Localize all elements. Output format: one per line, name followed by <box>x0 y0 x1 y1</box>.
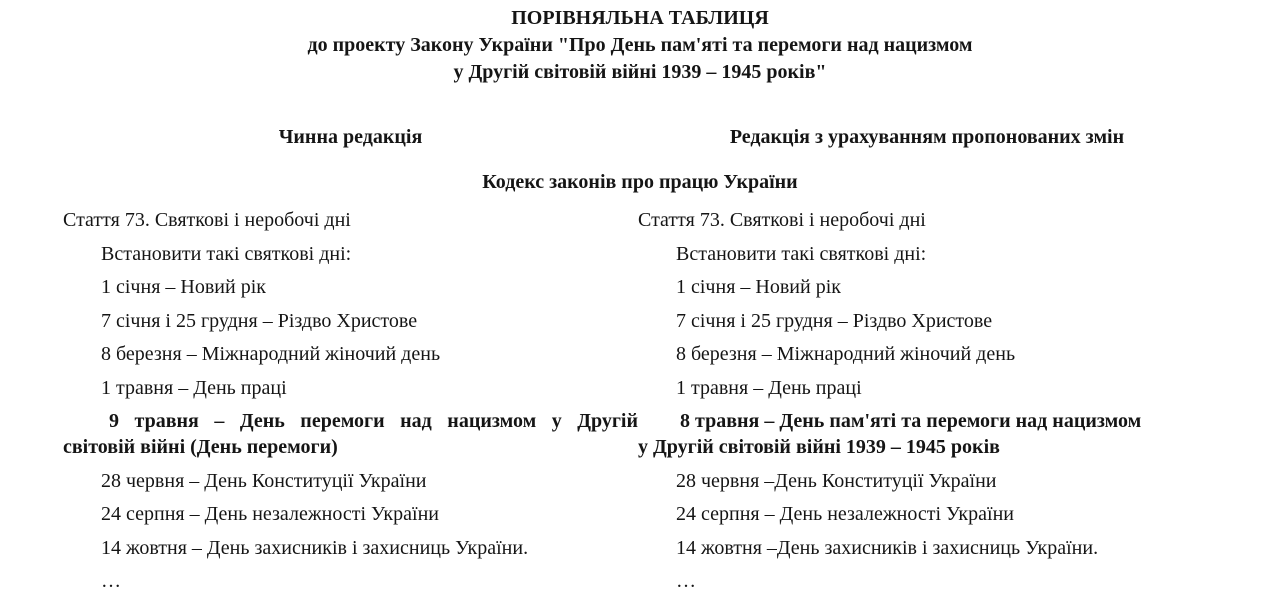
labor-code-heading: Кодекс законів про працю України <box>482 171 798 193</box>
holiday-item: 1 січня – Новий рік <box>676 276 841 298</box>
holiday-item: 1 травня – День праці <box>101 376 287 399</box>
holiday-item: 8 березня – Міжнародний жіночий день <box>676 343 1016 365</box>
ellipsis-line: … <box>676 570 696 592</box>
holiday-item: 14 жовтня –День захисників і захисниць України. <box>676 536 1099 559</box>
intro-line: Встановити такі святкові дні: <box>676 242 927 265</box>
article-heading: Стаття 73. Святкові і неробочі дні <box>638 209 926 231</box>
holiday-item: 24 серпня – День незалежності України <box>676 503 1014 525</box>
column-header-current-version: Чинна редакція <box>278 126 423 148</box>
amended-holiday-line2: у Другій світовій війні 1939 – 1945 років <box>638 436 1000 458</box>
document-title <box>0 5 1280 86</box>
article-heading: Стаття 73. Святкові і неробочі дні <box>63 209 351 231</box>
document-title-line3: у Другій світовій війні 1939 – 1945 років" <box>453 61 827 83</box>
holiday-item: 28 червня – День Конституції України <box>101 469 427 492</box>
document-title-line1: ПОРІВНЯЛЬНА ТАБЛИЦЯ <box>511 7 769 29</box>
holiday-item: 8 березня – Міжнародний жіночий день <box>101 343 441 365</box>
holiday-item: 7 січня і 25 грудня – Різдво Христове <box>101 309 418 332</box>
holiday-item: 1 січня – Новий рік <box>101 276 266 298</box>
intro-line: Встановити такі святкові дні: <box>101 242 352 265</box>
amended-holiday-line2: світовій війні (День перемоги) <box>63 436 338 458</box>
holiday-item: 28 червня –День Конституції України <box>676 469 997 492</box>
amended-holiday-line1: 9 травня – День перемоги над нацизмом у Другій <box>109 410 638 432</box>
amended-holiday-line1: 8 травня – День пам'яті та перемоги над нацизмом <box>680 410 1142 432</box>
holiday-item: 1 травня – День праці <box>676 376 862 399</box>
holiday-item: 7 січня і 25 грудня – Різдво Христове <box>676 309 993 332</box>
current-version-column <box>63 207 638 602</box>
holiday-item: 24 серпня – День незалежності України <box>101 503 439 525</box>
column-header-proposed-version: Редакція з урахуванням пропонованих змін <box>729 126 1125 148</box>
document-title-line2: до проекту Закону України "Про День пам'яті та перемоги над нацизмом <box>307 34 973 56</box>
holiday-item: 14 жовтня – День захисників і захисниць України. <box>101 536 529 559</box>
proposed-version-column <box>638 207 1216 602</box>
ellipsis-line: … <box>101 570 121 592</box>
